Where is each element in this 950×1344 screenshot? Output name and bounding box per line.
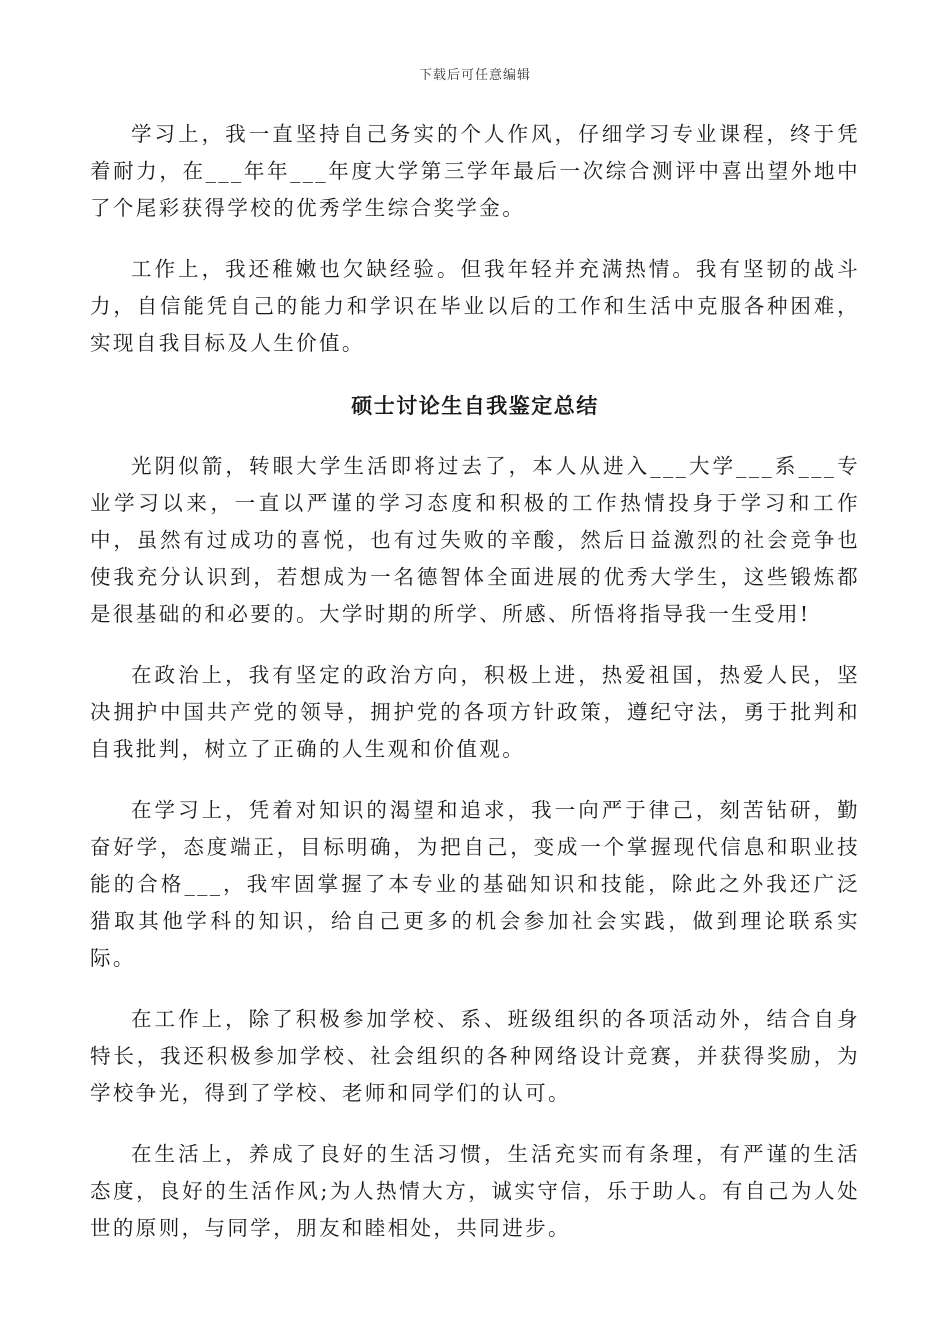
paragraph-work: 在工作上，除了积极参加学校、系、班级组织的各项活动外，结合自身特长，我还积极参加学校、社会组织的各种网络设计竞赛，并获得奖励，为学校争光，得到了学校、老师和同学们的认可。 bbox=[90, 1007, 860, 1105]
paragraph-life: 在生活上，养成了良好的生活习惯，生活充实而有条理，有严谨的生活态度，良好的生活作风;为人热情大方，诚实守信，乐于助人。有自己为人处世的原则，与同学，朋友和睦相处，共同进步。 bbox=[90, 1142, 860, 1240]
paragraph-study-summary: 学习上，我一直坚持自己务实的个人作风，仔细学习专业课程，终于凭着耐力，在___年年___年度大学第三学年最后一次综合测评中喜出望外地中了个尾彩获得学校的优秀学生综合奖学金。 bbox=[90, 122, 860, 220]
section-title: 硕士讨论生自我鉴定总结 bbox=[351, 393, 599, 418]
paragraph-politics: 在政治上，我有坚定的政治方向，积极上进，热爱祖国，热爱人民，坚决拥护中国共产党的领导，拥护党的各项方针政策，遵纪守法，勇于批判和自我批判，树立了正确的人生观和价值观。 bbox=[90, 663, 860, 761]
document-body bbox=[90, 116, 860, 1271]
paragraph-introduction: 光阴似箭，转眼大学生活即将过去了，本人从进入___大学___系___专业学习以来，一直以严谨的学习态度和积极的工作热情投身于学习和工作中，虽然有过成功的喜悦，也有过失败的辛酸，然后日益激烈的社会竞争也使我充分认识到，若想成为一名德智体全面进展的优秀大学生，这些锻炼都是很基础的和必要的。大学时期的所学、所感、所悟将指导我一生受用! bbox=[90, 454, 860, 626]
header-note: 下载后可任意编辑 bbox=[418, 68, 531, 83]
paragraph-study: 在学习上，凭着对知识的渴望和追求，我一向严于律己，刻苦钻研，勤奋好学，态度端正，目标明确，为把自己，变成一个掌握现代信息和职业技能的合格___，我牢固掌握了本专业的基础知识和技能，除此之外我还广泛猎取其他学科的知识，给自己更多的机会参加社会实践，做到理论联系实际。 bbox=[90, 798, 860, 970]
paragraph-work-summary: 工作上，我还稚嫩也欠缺经验。但我年轻并充满热情。我有坚韧的战斗力，自信能凭自己的能力和学识在毕业以后的工作和生活中克服各种困难，实现自我目标及人生价值。 bbox=[90, 257, 860, 355]
